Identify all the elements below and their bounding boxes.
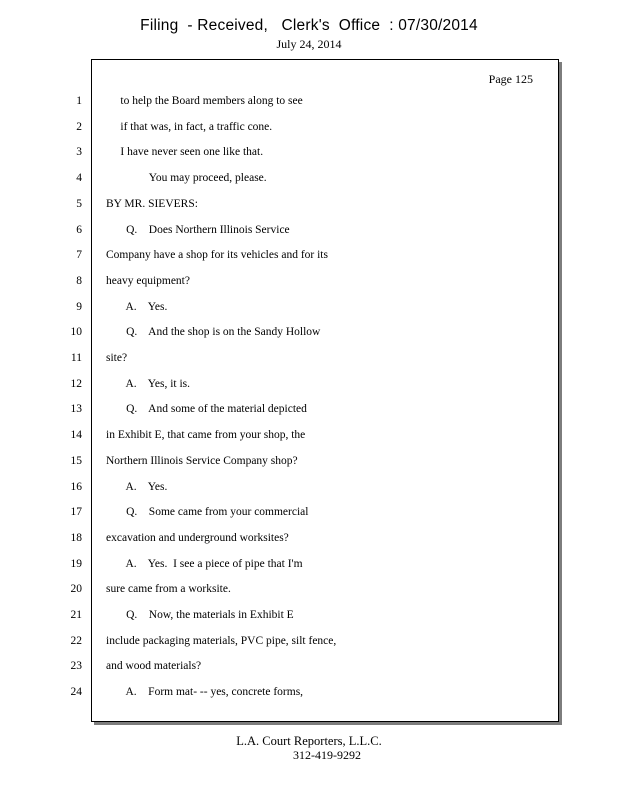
transcript-line: heavy equipment? — [106, 274, 190, 287]
line-number: 8 — [76, 274, 82, 287]
transcript-line: A. Yes. I see a piece of pipe that I'm — [106, 557, 303, 570]
line-number: 18 — [70, 531, 82, 544]
line-number: 9 — [76, 300, 82, 313]
line-number: 13 — [70, 403, 82, 416]
line-number: 10 — [70, 326, 82, 339]
transcript-line: Northern Illinois Service Company shop? — [106, 454, 298, 467]
line-number: 2 — [76, 120, 82, 133]
transcript-line: and wood materials? — [106, 660, 202, 673]
transcript-line: A. Yes. — [106, 480, 168, 493]
transcript-line: excavation and underground worksites? — [106, 531, 289, 544]
transcript-line: A. Yes. — [106, 300, 168, 313]
line-number: 15 — [70, 454, 82, 467]
line-number: 22 — [70, 634, 82, 647]
line-number: 14 — [70, 429, 82, 442]
line-number: 7 — [76, 249, 82, 262]
line-number: 23 — [70, 660, 82, 673]
line-number: 3 — [76, 146, 82, 159]
line-number: 24 — [70, 686, 82, 699]
transcript-line: in Exhibit E, that came from your shop, the — [106, 429, 306, 442]
transcript-line: I have never seen one like that. — [106, 146, 264, 159]
line-number: 5 — [76, 197, 82, 210]
filing-stamp: Filing - Received, Clerk's Office : 07/30/2014 — [140, 17, 478, 34]
transcript-line: Q. Now, the materials in Exhibit E — [106, 609, 294, 621]
page-number: Page 125 — [488, 72, 533, 86]
transcript-line: A. Yes, it is. — [106, 377, 191, 390]
line-number: 6 — [76, 223, 82, 236]
transcript-line: include packaging materials, PVC pipe, silt fence, — [106, 634, 337, 647]
line-number: 21 — [70, 609, 82, 621]
hearing-date: July 24, 2014 — [276, 37, 342, 51]
line-number: 12 — [70, 377, 82, 390]
transcript-line: Q. Does Northern Illinois Service — [106, 223, 290, 236]
line-number: 19 — [70, 557, 82, 570]
transcript-line: to help the Board members along to see — [106, 95, 303, 107]
line-number: 1 — [76, 95, 82, 107]
transcript-line: Q. And the shop is on the Sandy Hollow — [106, 326, 321, 339]
transcript-line: BY MR. SIEVERS: — [106, 197, 198, 210]
line-number: 16 — [70, 480, 82, 493]
court-reporter-name: L.A. Court Reporters, L.L.C. — [236, 734, 382, 748]
transcript-line: Q. And some of the material depicted — [106, 403, 307, 416]
transcript-line: A. Form mat- -- yes, concrete forms, — [106, 686, 304, 699]
transcript-page-frame — [91, 59, 559, 722]
line-number: 17 — [70, 506, 82, 519]
transcript-line: site? — [106, 352, 128, 364]
transcript-line: You may proceed, please. — [106, 172, 267, 185]
transcript-line: sure came from a worksite. — [106, 583, 231, 596]
transcript-line: Company have a shop for its vehicles and for its — [106, 249, 328, 262]
line-number: 20 — [70, 583, 82, 596]
transcript-line: if that was, in fact, a traffic cone. — [106, 120, 273, 133]
court-reporter-phone: 312-419-9292 — [293, 748, 361, 762]
transcript-line: Q. Some came from your commercial — [106, 506, 309, 519]
line-number: 11 — [70, 352, 82, 364]
line-number: 4 — [76, 172, 82, 185]
